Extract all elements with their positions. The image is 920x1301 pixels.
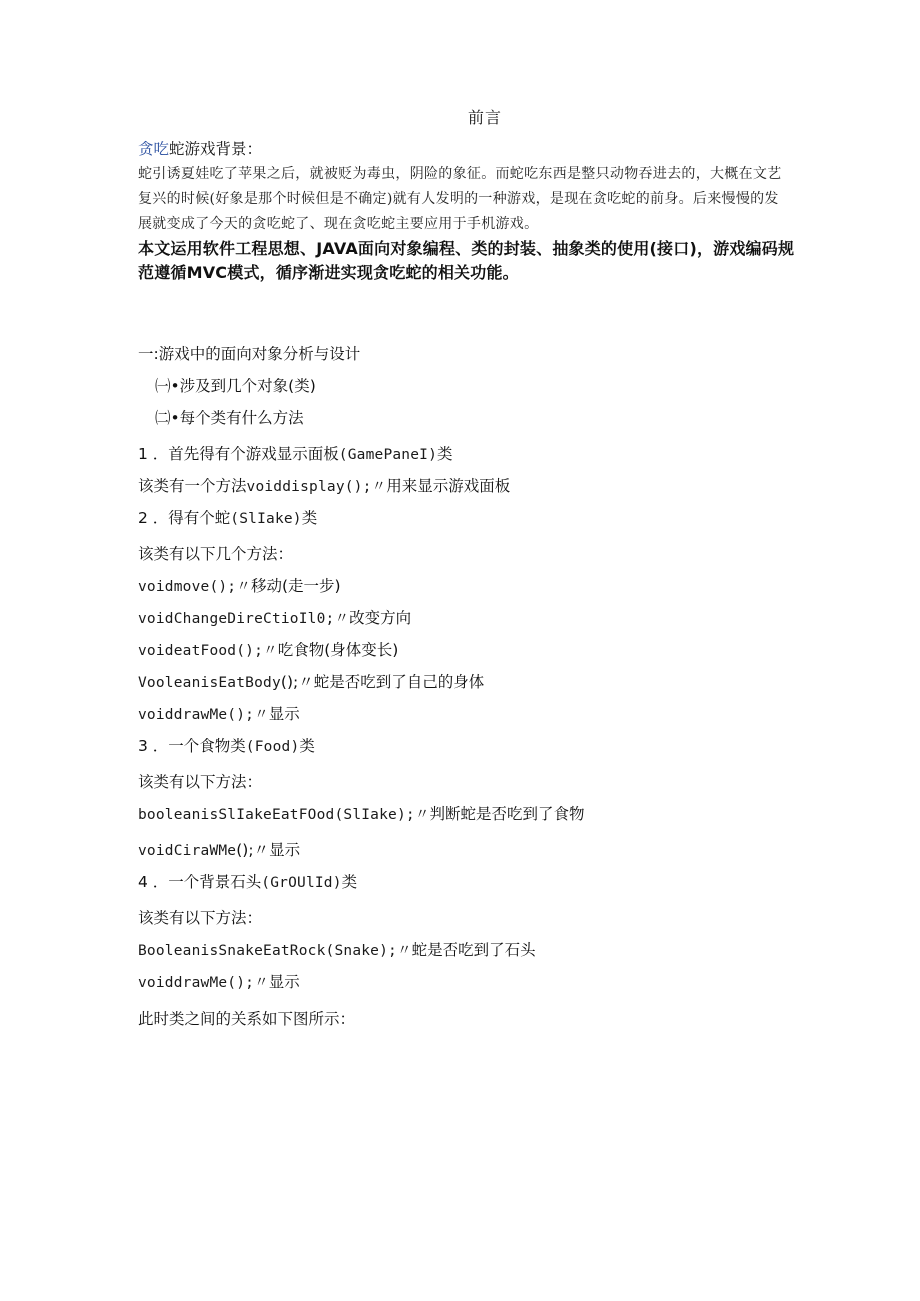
item-3-title-code: (Food) [245,739,300,755]
method-code: VooleanisEatBody [138,675,281,691]
method-comment: 显示 [268,973,300,991]
subsection-objects: ㈠•涉及到几个对象(类) [155,377,316,395]
method-comment: 蛇是否吃到了石头 [411,941,536,959]
method-code: voidmove();〃 [138,579,251,595]
item-3-title [138,735,315,758]
item-1-title-prefix: 1 ．首先得有个游戏显示面板 [138,445,339,463]
method-code: voiddrawMe();〃 [138,707,269,723]
method-code-tail: ();〃 [280,673,314,691]
item-4-lead: 该类有以下方法： [138,909,263,927]
item-2-title [138,507,317,530]
page-heading: 前言 [467,108,502,127]
item-4-title-code: (GrOUlId) [261,875,342,891]
item-1-method-prefix: 该类有一个方法 [138,477,247,495]
item-1-method [138,475,510,498]
item-1-title-suffix: 类 [437,445,453,463]
background-paragraph-line: 展就变成了今天的贪吃蛇了、现在贪吃蛇主要应用于手机游戏。 [138,216,539,232]
item-2-title-suffix: 类 [301,509,318,527]
intro-paragraph-line: 范遵循MVC模式，循序渐进实现贪吃蛇的相关功能。 [138,263,519,282]
item-1-method-comment: 用来显示游戏面板 [386,477,511,495]
method-line [138,575,341,598]
method-comment: 吃食物(身体变长) [277,641,399,659]
method-code: voidCiraWMe [138,843,237,859]
method-comment: 改变方向 [349,609,412,627]
item-3-title-prefix: 3 ．一个食物类 [138,737,246,755]
method-code: booleanisSlIakeEatFOod(SlIake);〃 [138,807,430,823]
background-paragraph-line: 蛇引诱夏娃吃了苹果之后，就被贬为毒虫，阴险的象征。而蛇吃东西是整只动物吞进去的，大概在文艺 [138,166,782,182]
method-comment: 判断蛇是否吃到了食物 [429,805,585,823]
method-line [138,971,300,994]
closing-line: 此时类之间的关系如下图所示： [138,1010,356,1028]
method-code: voidChangeDireCtioIl0;〃 [138,611,350,627]
item-4-title [138,871,357,894]
section-title: 一:游戏中的面向对象分析与设计 [138,345,361,363]
background-title [138,138,262,160]
item-3-lead: 该类有以下方法： [138,773,263,791]
item-2-lead: 该类有以下几个方法： [138,545,294,563]
item-1-title-code: (GamePaneI) [338,447,438,463]
method-comment: 显示 [268,705,300,723]
method-line [138,671,484,694]
background-title-text: 蛇游戏背景： [169,140,263,158]
method-line [138,839,300,862]
item-1-method-code: voiddisplay();〃 [246,479,387,495]
item-1-title [138,443,453,466]
item-4-title-prefix: 4 ．一个背景石头 [138,873,262,891]
method-code: voideatFood();〃 [138,643,278,659]
method-code: voiddrawMe();〃 [138,975,269,991]
method-comment: 蛇是否吃到了自己的身体 [313,673,485,691]
method-code: BooleanisSnakeEatRock(Snake);〃 [138,943,412,959]
method-comment: 显示 [269,841,301,859]
item-4-title-suffix: 类 [341,873,358,891]
subsection-methods: ㈡•每个类有什么方法 [155,409,304,427]
intro-paragraph-line: 本文运用软件工程思想、JAVA面向对象编程、类的封装、抽象类的使用(接口)，游戏编码规 [138,239,795,258]
method-line [138,639,398,662]
background-title-highlight: 贪吃 [138,140,170,158]
method-line [138,803,585,826]
method-line [138,703,300,726]
method-code-tail: ();〃 [236,841,270,859]
item-2-title-prefix: 2 ．得有个蛇 [138,509,231,527]
item-2-title-code: (SlIake) [230,511,302,527]
method-line [138,939,536,962]
method-comment: 移动(走一步) [250,577,341,595]
background-paragraph-line: 复兴的时候(好象是那个时候但是不确定)就有人发明的一种游戏，是现在贪吃蛇的前身。后来慢慢的发 [138,191,779,207]
item-3-title-suffix: 类 [299,737,315,755]
method-line [138,607,411,630]
